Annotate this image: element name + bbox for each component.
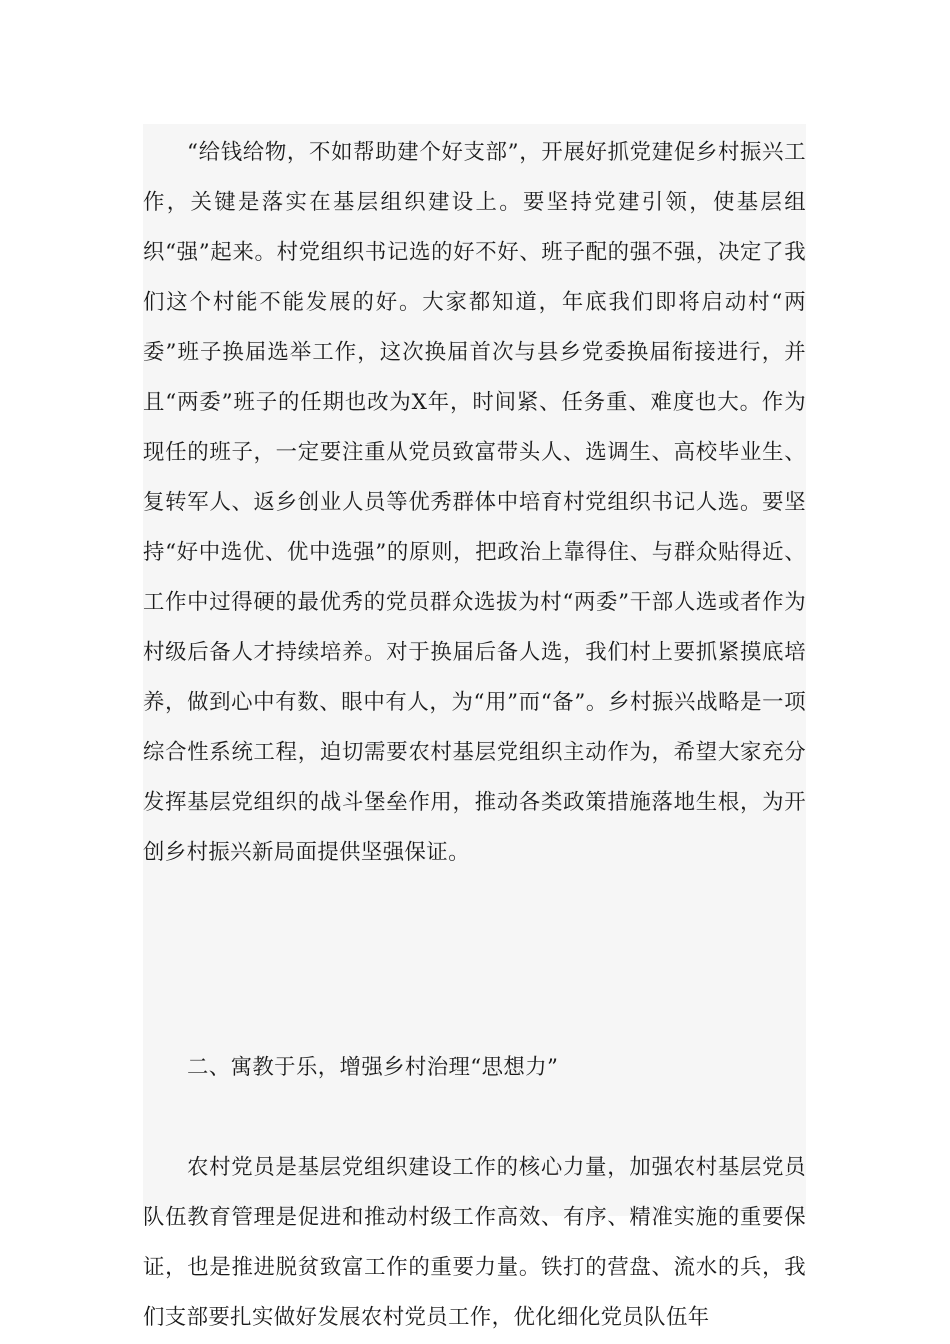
body-paragraph: 农村党员是基层党组织建设工作的核心力量，加强农村基层党员队伍教育管理是促进和推动村级工作高效、有序、精准实施的重要保证，也是推进脱贫致富工作的重要力量。铁打的营盘、流水的兵，我们支部要扎实做好发展农村党员工作，优化细化党员队伍年 — [143, 1155, 806, 1330]
body-paragraph: “给钱给物，不如帮助建个好支部”，开展好抓党建促乡村振兴工作，关键是落实在基层组织建设上。要坚持党建引领，使基层组织“强”起来。村党组织书记选的好不好、班子配的强不强，决定了我们这个村能不能发展的好。大家都知道，年底我们即将启动村“两委”班子换届选举工作，这次换届首次与县乡党委换届衔接进行，并且“两委”班子的任期也改为X年，时间紧、任务重、难度也大。作为现任的班子，一定要注重从党员致富带头人、选调生、高校毕业生、复转军人、返乡创业人员等优秀群体中培育村党组织书记人选。要坚持“好中选优、优中选强”的原则，把政治上靠得住、与群众贴得近、工作中过得硬的最优秀的党员群众选拔为村“两委”干部人选或者作为村级后备人才持续培养。对于换届后备人选，我们村上要抓紧摸底培养，做到心中有数、眼中有人，为“用”而“备”。乡村振兴战略是一项综合性系统工程，迫切需要农村基层党组织主动作为，希望大家充分发挥基层党组织的战斗堡垒作用，推动各类政策措施落地生根，为开创乡村振兴新局面提供坚强保证。 — [143, 140, 806, 865]
section-heading: 二、寓教于乐，增强乡村治理“思想力” — [187, 1055, 559, 1080]
document-page — [143, 124, 806, 1330]
